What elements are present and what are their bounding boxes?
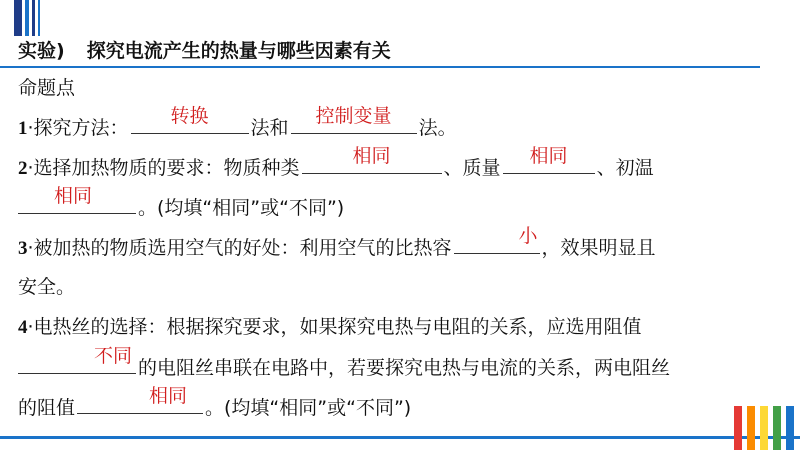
answer-blank[interactable] (18, 345, 136, 374)
question-number: 4 (18, 317, 28, 338)
title-prefix: 实验) (18, 40, 65, 62)
question-text: ，效果明显且 (541, 237, 656, 259)
answer-text: 相同 (529, 145, 568, 167)
question-text: 法。 (418, 117, 457, 139)
question-text: ·被加热的物质选用空气的好处：利用空气的比热容 (27, 237, 452, 259)
answer-text: 不同 (94, 345, 133, 367)
question-3 (18, 225, 656, 263)
question-text: 。(均填“相同”或“不同”) (138, 197, 345, 219)
answer-blank[interactable] (291, 105, 417, 134)
question-text: 的阻值 (18, 397, 76, 419)
deco-bar (760, 406, 768, 450)
question-text: 、初温 (596, 157, 654, 179)
title-text: 探究电流产生的热量与哪些因素有关 (86, 40, 391, 62)
deco-bar (14, 0, 22, 36)
answer-blank[interactable] (77, 385, 203, 414)
answer-text: 相同 (149, 385, 188, 407)
question-number: 2 (18, 158, 28, 179)
deco-bar (747, 406, 755, 450)
answer-text: 相同 (352, 145, 391, 167)
top-left-decoration (0, 0, 60, 40)
header-divider (0, 66, 760, 68)
section-label: 命题点 (18, 77, 76, 99)
question-2 (18, 145, 654, 183)
footer-divider (0, 436, 800, 439)
deco-bar (773, 406, 781, 450)
deco-bar (786, 406, 794, 450)
answer-text: 小 (518, 225, 538, 247)
answer-blank[interactable] (454, 225, 540, 254)
question-text: ·电热丝的选择：根据探究要求，如果探究电热与电阻的关系，应选用阻值 (27, 316, 642, 338)
deco-bar (25, 0, 29, 36)
deco-bar (32, 0, 35, 36)
question-1 (18, 105, 457, 143)
deco-bar (38, 0, 40, 36)
question-text: ·选择加热物质的要求：物质种类 (27, 157, 300, 179)
deco-bar (734, 406, 742, 450)
question-text: ·探究方法： (27, 117, 129, 139)
answer-text: 转换 (170, 105, 209, 127)
question-text: 。(均填“相同”或“不同”) (205, 397, 412, 419)
question-text: 的电阻丝串联在电路中，若要探究电热与电流的关系，两电阻丝 (138, 357, 671, 379)
answer-text: 控制变量 (315, 105, 392, 127)
question-text: 、质量 (443, 157, 501, 179)
question-3-cont: 安全。 (18, 276, 76, 298)
bottom-right-decoration (730, 400, 800, 450)
question-4 (18, 311, 642, 343)
answer-blank[interactable] (302, 145, 442, 174)
answer-blank[interactable] (503, 145, 595, 174)
answer-blank[interactable] (131, 105, 249, 134)
question-number: 3 (18, 238, 28, 259)
question-2-cont (18, 185, 345, 223)
answer-blank[interactable] (18, 185, 136, 214)
answer-text: 相同 (54, 185, 93, 207)
question-number: 1 (18, 118, 28, 139)
question-4-cont2 (18, 385, 412, 423)
question-4-cont (18, 345, 671, 383)
page-title (18, 36, 391, 64)
question-text: 法和 (250, 117, 289, 139)
